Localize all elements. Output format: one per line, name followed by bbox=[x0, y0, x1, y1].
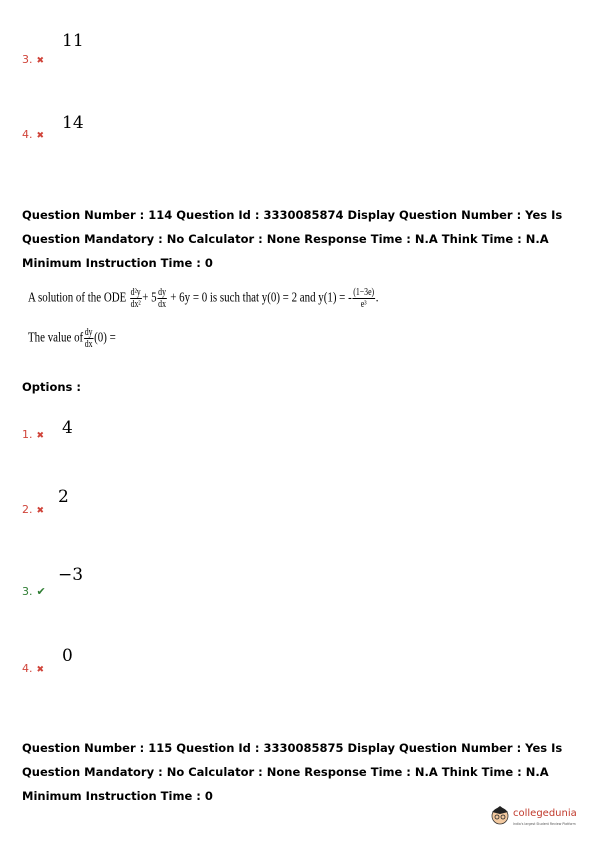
question-text: A solution of the ODE bbox=[28, 290, 127, 306]
logo-name: collegedunia bbox=[513, 808, 577, 819]
option-index: 4. bbox=[22, 662, 33, 675]
option-index: 3. bbox=[22, 585, 33, 598]
fraction-numerator: dy bbox=[84, 327, 93, 338]
question-text: The value of bbox=[28, 330, 84, 346]
cross-icon: ✖ bbox=[36, 665, 45, 675]
option-value: 14 bbox=[62, 113, 84, 133]
option-value: −3 bbox=[58, 565, 84, 585]
logo-tagline: India's largest Student Review Platform bbox=[513, 822, 576, 826]
fraction-denominator: dx bbox=[84, 339, 93, 350]
equation-rest: + 6y = 0 is such that y(0) = 2 and y(1) = - bbox=[170, 290, 352, 306]
logo-mascot-icon bbox=[490, 800, 590, 832]
option-value: 4 bbox=[62, 418, 73, 438]
question-text-line-1 bbox=[28, 287, 378, 310]
option-number bbox=[22, 53, 44, 66]
cross-icon: ✖ bbox=[36, 56, 45, 66]
plus-term: + 5 bbox=[142, 290, 157, 306]
question-text-end: (0) = bbox=[94, 330, 116, 346]
option-value: 11 bbox=[62, 31, 84, 51]
option-number bbox=[22, 585, 46, 598]
question-meta: Question Number : 115 Question Id : 3330085875 Display Question Number : Yes Is Question Mandatory : No Calculator : None Response Time : N.A Think Time : N.A Minimum Instruction Time : 0 bbox=[22, 741, 563, 803]
fraction-denominator: dx² bbox=[130, 299, 141, 310]
option-number bbox=[22, 503, 44, 516]
fraction-denominator: e³ bbox=[360, 299, 367, 310]
option-number bbox=[22, 428, 44, 441]
option-number bbox=[22, 128, 44, 141]
option-index: 3. bbox=[22, 53, 33, 66]
option-value: 2 bbox=[58, 487, 69, 507]
fraction-denominator: dx bbox=[158, 299, 166, 310]
check-icon: ✔ bbox=[36, 585, 46, 598]
fraction-numerator: dy bbox=[158, 287, 166, 298]
option-index: 4. bbox=[22, 128, 33, 141]
question-meta: Question Number : 114 Question Id : 3330085874 Display Question Number : Yes Is Question Mandatory : No Calculator : None Response Time : N.A Think Time : N.A Minimum Instruction Time : 0 bbox=[22, 208, 563, 270]
cross-icon: ✖ bbox=[36, 506, 45, 516]
collegedunia-logo bbox=[490, 800, 590, 832]
fraction-condition bbox=[352, 287, 374, 310]
option-index: 2. bbox=[22, 503, 33, 516]
option-value: 0 bbox=[62, 646, 73, 666]
fraction-d2y-dx2 bbox=[130, 287, 142, 310]
fraction-numerator: (1−3e) bbox=[353, 287, 375, 298]
fraction-dy-dx bbox=[157, 287, 166, 310]
fraction-dy-dx bbox=[84, 327, 93, 350]
fraction-numerator: d²y bbox=[130, 287, 141, 298]
option-index: 1. bbox=[22, 428, 33, 441]
cross-icon: ✖ bbox=[36, 431, 45, 441]
option-number bbox=[22, 662, 44, 675]
question-text-line-2 bbox=[28, 327, 116, 350]
period: . bbox=[375, 290, 379, 306]
cross-icon: ✖ bbox=[36, 131, 45, 141]
options-label: Options : bbox=[22, 380, 81, 394]
